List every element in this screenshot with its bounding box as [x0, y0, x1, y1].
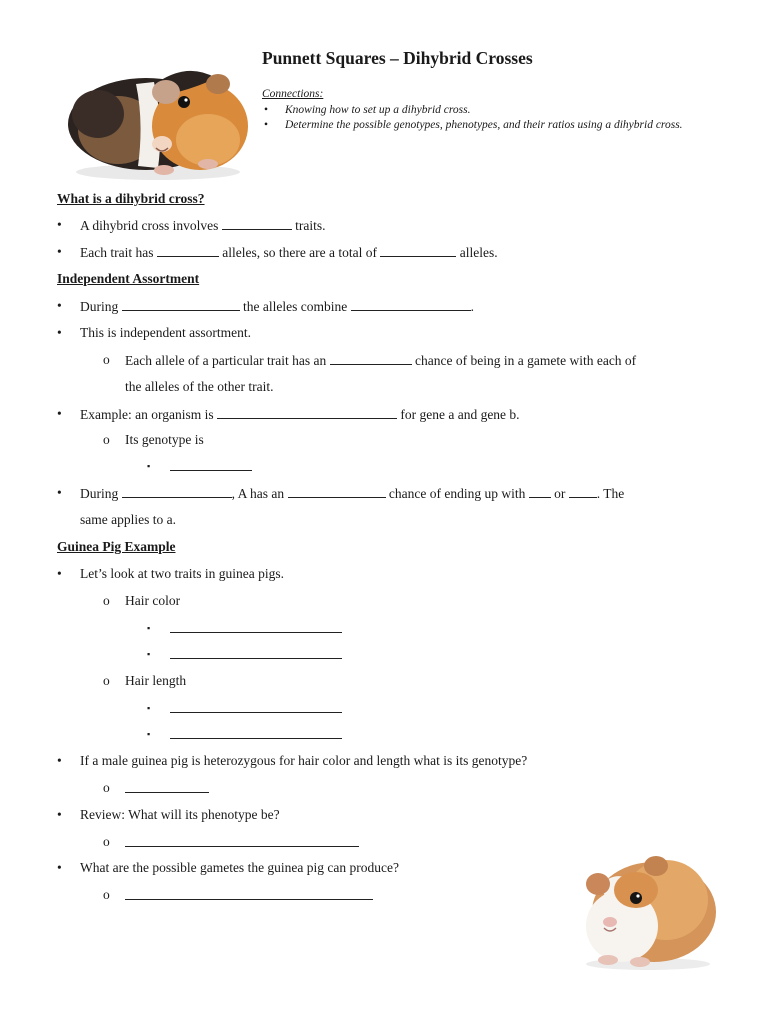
- independent-chance-a-line: [80, 485, 624, 502]
- text-segment: During: [80, 299, 122, 314]
- bullet: o: [103, 593, 110, 608]
- phenotype-answer-line: [125, 834, 359, 851]
- fill-in-blank[interactable]: [122, 298, 240, 311]
- bullet: ▪: [147, 703, 151, 713]
- text-segment: chance of ending up with: [385, 486, 529, 501]
- bullet: ▪: [147, 461, 151, 471]
- fill-in-blank[interactable]: [330, 352, 412, 365]
- text-segment: the alleles combine: [239, 299, 351, 314]
- dihybrid-traits-line: [80, 217, 326, 234]
- bullet: ▪: [147, 649, 151, 659]
- text-segment: or: [550, 486, 569, 501]
- connections-item: [262, 118, 702, 133]
- fill-in-blank[interactable]: [222, 217, 292, 230]
- fill-in-blank[interactable]: [170, 700, 342, 713]
- heading-guinea-pig-example: Guinea Pig Example: [57, 539, 176, 554]
- fill-in-blank[interactable]: [125, 780, 209, 793]
- independent-chance-a-line-continued: same applies to a.: [80, 512, 176, 527]
- fill-in-blank[interactable]: [217, 406, 397, 419]
- fill-in-blank[interactable]: [380, 244, 456, 257]
- bullet: o: [103, 780, 110, 795]
- genotype-answer-line: [170, 458, 252, 475]
- fill-in-blank[interactable]: [351, 298, 471, 311]
- fill-in-blank[interactable]: [170, 726, 342, 739]
- bullet: •: [57, 244, 62, 259]
- text-segment: for gene a and gene b.: [396, 407, 520, 422]
- bullet: •: [57, 807, 62, 822]
- genotype-question: If a male guinea pig is heterozygous for hair color and length what is its genotype?: [80, 753, 528, 768]
- fill-in-blank[interactable]: [288, 485, 386, 498]
- connections-label: Connections:: [262, 88, 324, 100]
- fill-in-blank[interactable]: [125, 887, 373, 900]
- gametes-answer-line: [125, 887, 373, 904]
- bullet: •: [57, 298, 62, 313]
- page-title: Punnett Squares – Dihybrid Crosses: [262, 48, 533, 68]
- heading-dihybrid-cross: What is a dihybrid cross?: [57, 191, 205, 206]
- bullet: •: [57, 406, 62, 421]
- independent-chance-line-continued: the alleles of the other trait.: [125, 379, 274, 394]
- fill-in-blank[interactable]: [170, 458, 252, 471]
- guinea-pig-image-top: [58, 44, 250, 184]
- fill-in-blank[interactable]: [170, 646, 342, 659]
- fill-in-blank[interactable]: [569, 485, 597, 498]
- bullet: o: [103, 887, 110, 902]
- independent-example-line: [80, 406, 520, 423]
- text-segment: chance of being in a gamete with each of: [411, 353, 637, 368]
- text-segment: During: [80, 486, 122, 501]
- bullet: •: [264, 104, 269, 116]
- text-segment: , A has an: [231, 486, 288, 501]
- hair-length-answer-line: [170, 700, 342, 717]
- text-segment: Each trait has: [80, 245, 157, 260]
- bullet: o: [103, 352, 110, 367]
- bullet: ▪: [147, 729, 151, 739]
- fill-in-blank[interactable]: [122, 485, 232, 498]
- text-segment: . The: [596, 486, 625, 501]
- phenotype-question: Review: What will its phenotype be?: [80, 807, 280, 822]
- gametes-question: What are the possible gametes the guinea pig can produce?: [80, 860, 399, 875]
- bullet: o: [103, 432, 110, 447]
- bullet: o: [103, 834, 110, 849]
- text-segment: alleles, so there are a total of: [218, 245, 381, 260]
- connections-item-text: Determine the possible genotypes, phenotypes, and their ratios using a dihybrid cross.: [285, 119, 683, 131]
- hair-color-answer-line: [170, 646, 342, 663]
- genotype-answer-line: [125, 780, 209, 797]
- text-segment: Example: an organism is: [80, 407, 217, 422]
- connections-item: [262, 103, 702, 118]
- heading-independent-assortment: Independent Assortment: [57, 271, 200, 286]
- bullet: •: [57, 217, 62, 232]
- bullet: •: [57, 753, 62, 768]
- text-segment: alleles.: [456, 245, 498, 260]
- text-segment: traits.: [291, 218, 326, 233]
- text-segment: .: [470, 299, 474, 314]
- independent-genotype-line: Its genotype is: [125, 432, 204, 447]
- connections-item-text: Knowing how to set up a dihybrid cross.: [285, 104, 471, 116]
- text-segment: Each allele of a particular trait has an: [125, 353, 330, 368]
- guinea-pig-image-bottom: [570, 826, 720, 972]
- bullet: •: [57, 325, 62, 340]
- fill-in-blank[interactable]: [529, 485, 551, 498]
- bullet: •: [264, 119, 269, 131]
- fill-in-blank[interactable]: [170, 620, 342, 633]
- hair-length-label: Hair length: [125, 673, 187, 688]
- fill-in-blank[interactable]: [157, 244, 219, 257]
- independent-during-line: [80, 298, 474, 315]
- dihybrid-alleles-line: [80, 244, 498, 261]
- bullet: •: [57, 485, 62, 500]
- hair-color-answer-line: [170, 620, 342, 637]
- independent-assortment-line: This is independent assortment.: [80, 325, 251, 340]
- text-segment: A dihybrid cross involves: [80, 218, 222, 233]
- bullet: •: [57, 566, 62, 581]
- bullet: ▪: [147, 623, 151, 633]
- hair-length-answer-line: [170, 726, 342, 743]
- bullet: •: [57, 860, 62, 875]
- guinea-traits-line: Let’s look at two traits in guinea pigs.: [80, 566, 284, 581]
- bullet: o: [103, 673, 110, 688]
- fill-in-blank[interactable]: [125, 834, 359, 847]
- connections-list: [262, 103, 702, 133]
- hair-color-label: Hair color: [125, 593, 181, 608]
- independent-chance-line: [125, 352, 636, 369]
